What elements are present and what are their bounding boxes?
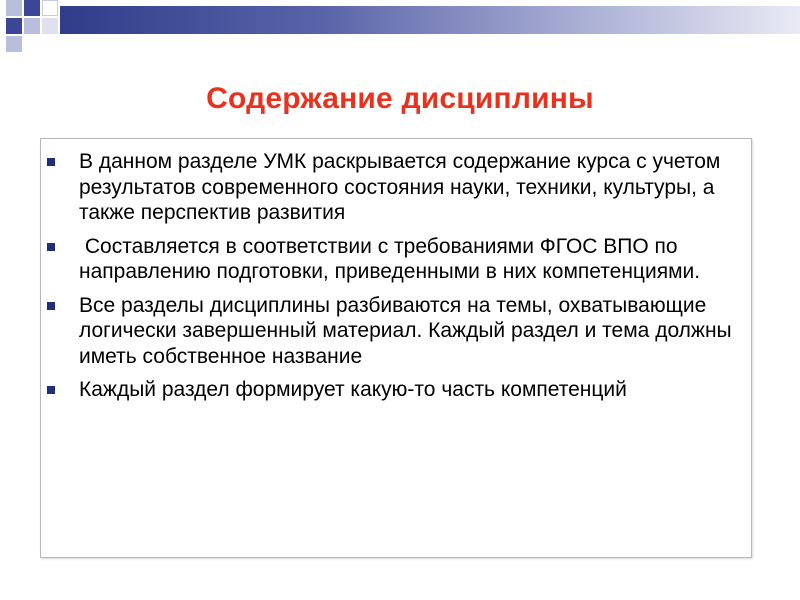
decor-square	[24, 18, 40, 34]
decor-square	[42, 18, 58, 34]
bullet-text: В данном разделе УМК раскрывается содержание курса с учетом результатов современного состояния науки, техники, культуры, а также перспектив развития	[79, 150, 721, 224]
square-bullet-icon	[47, 158, 55, 166]
decor-square	[6, 0, 22, 16]
decor-square	[42, 0, 58, 16]
bullet-item	[41, 149, 741, 226]
square-bullet-icon	[47, 302, 55, 310]
decor-square	[6, 36, 22, 52]
bullet-item	[41, 234, 741, 285]
bullet-text: Составляется в соответствии с требованиями ФГОС ВПО по направлению подготовки, приведенными в них компетенциями.	[79, 234, 701, 283]
bullet-list	[41, 139, 751, 403]
square-bullet-icon	[47, 243, 55, 251]
bullet-text: Все разделы дисциплины разбиваются на темы, охватывающие логически завершенный материал. Каждый раздел и тема должны иметь собственное название	[79, 293, 732, 368]
content-box	[40, 138, 752, 558]
header-gradient-band	[60, 6, 800, 34]
decor-square	[6, 18, 22, 34]
square-bullet-icon	[47, 386, 55, 394]
bullet-item	[41, 377, 741, 403]
slide-title: Содержание дисциплины	[206, 82, 594, 115]
bullet-item	[41, 293, 741, 370]
decor-square	[24, 0, 40, 16]
bullet-text: Каждый раздел формирует какую-то часть компетенций	[79, 378, 627, 401]
